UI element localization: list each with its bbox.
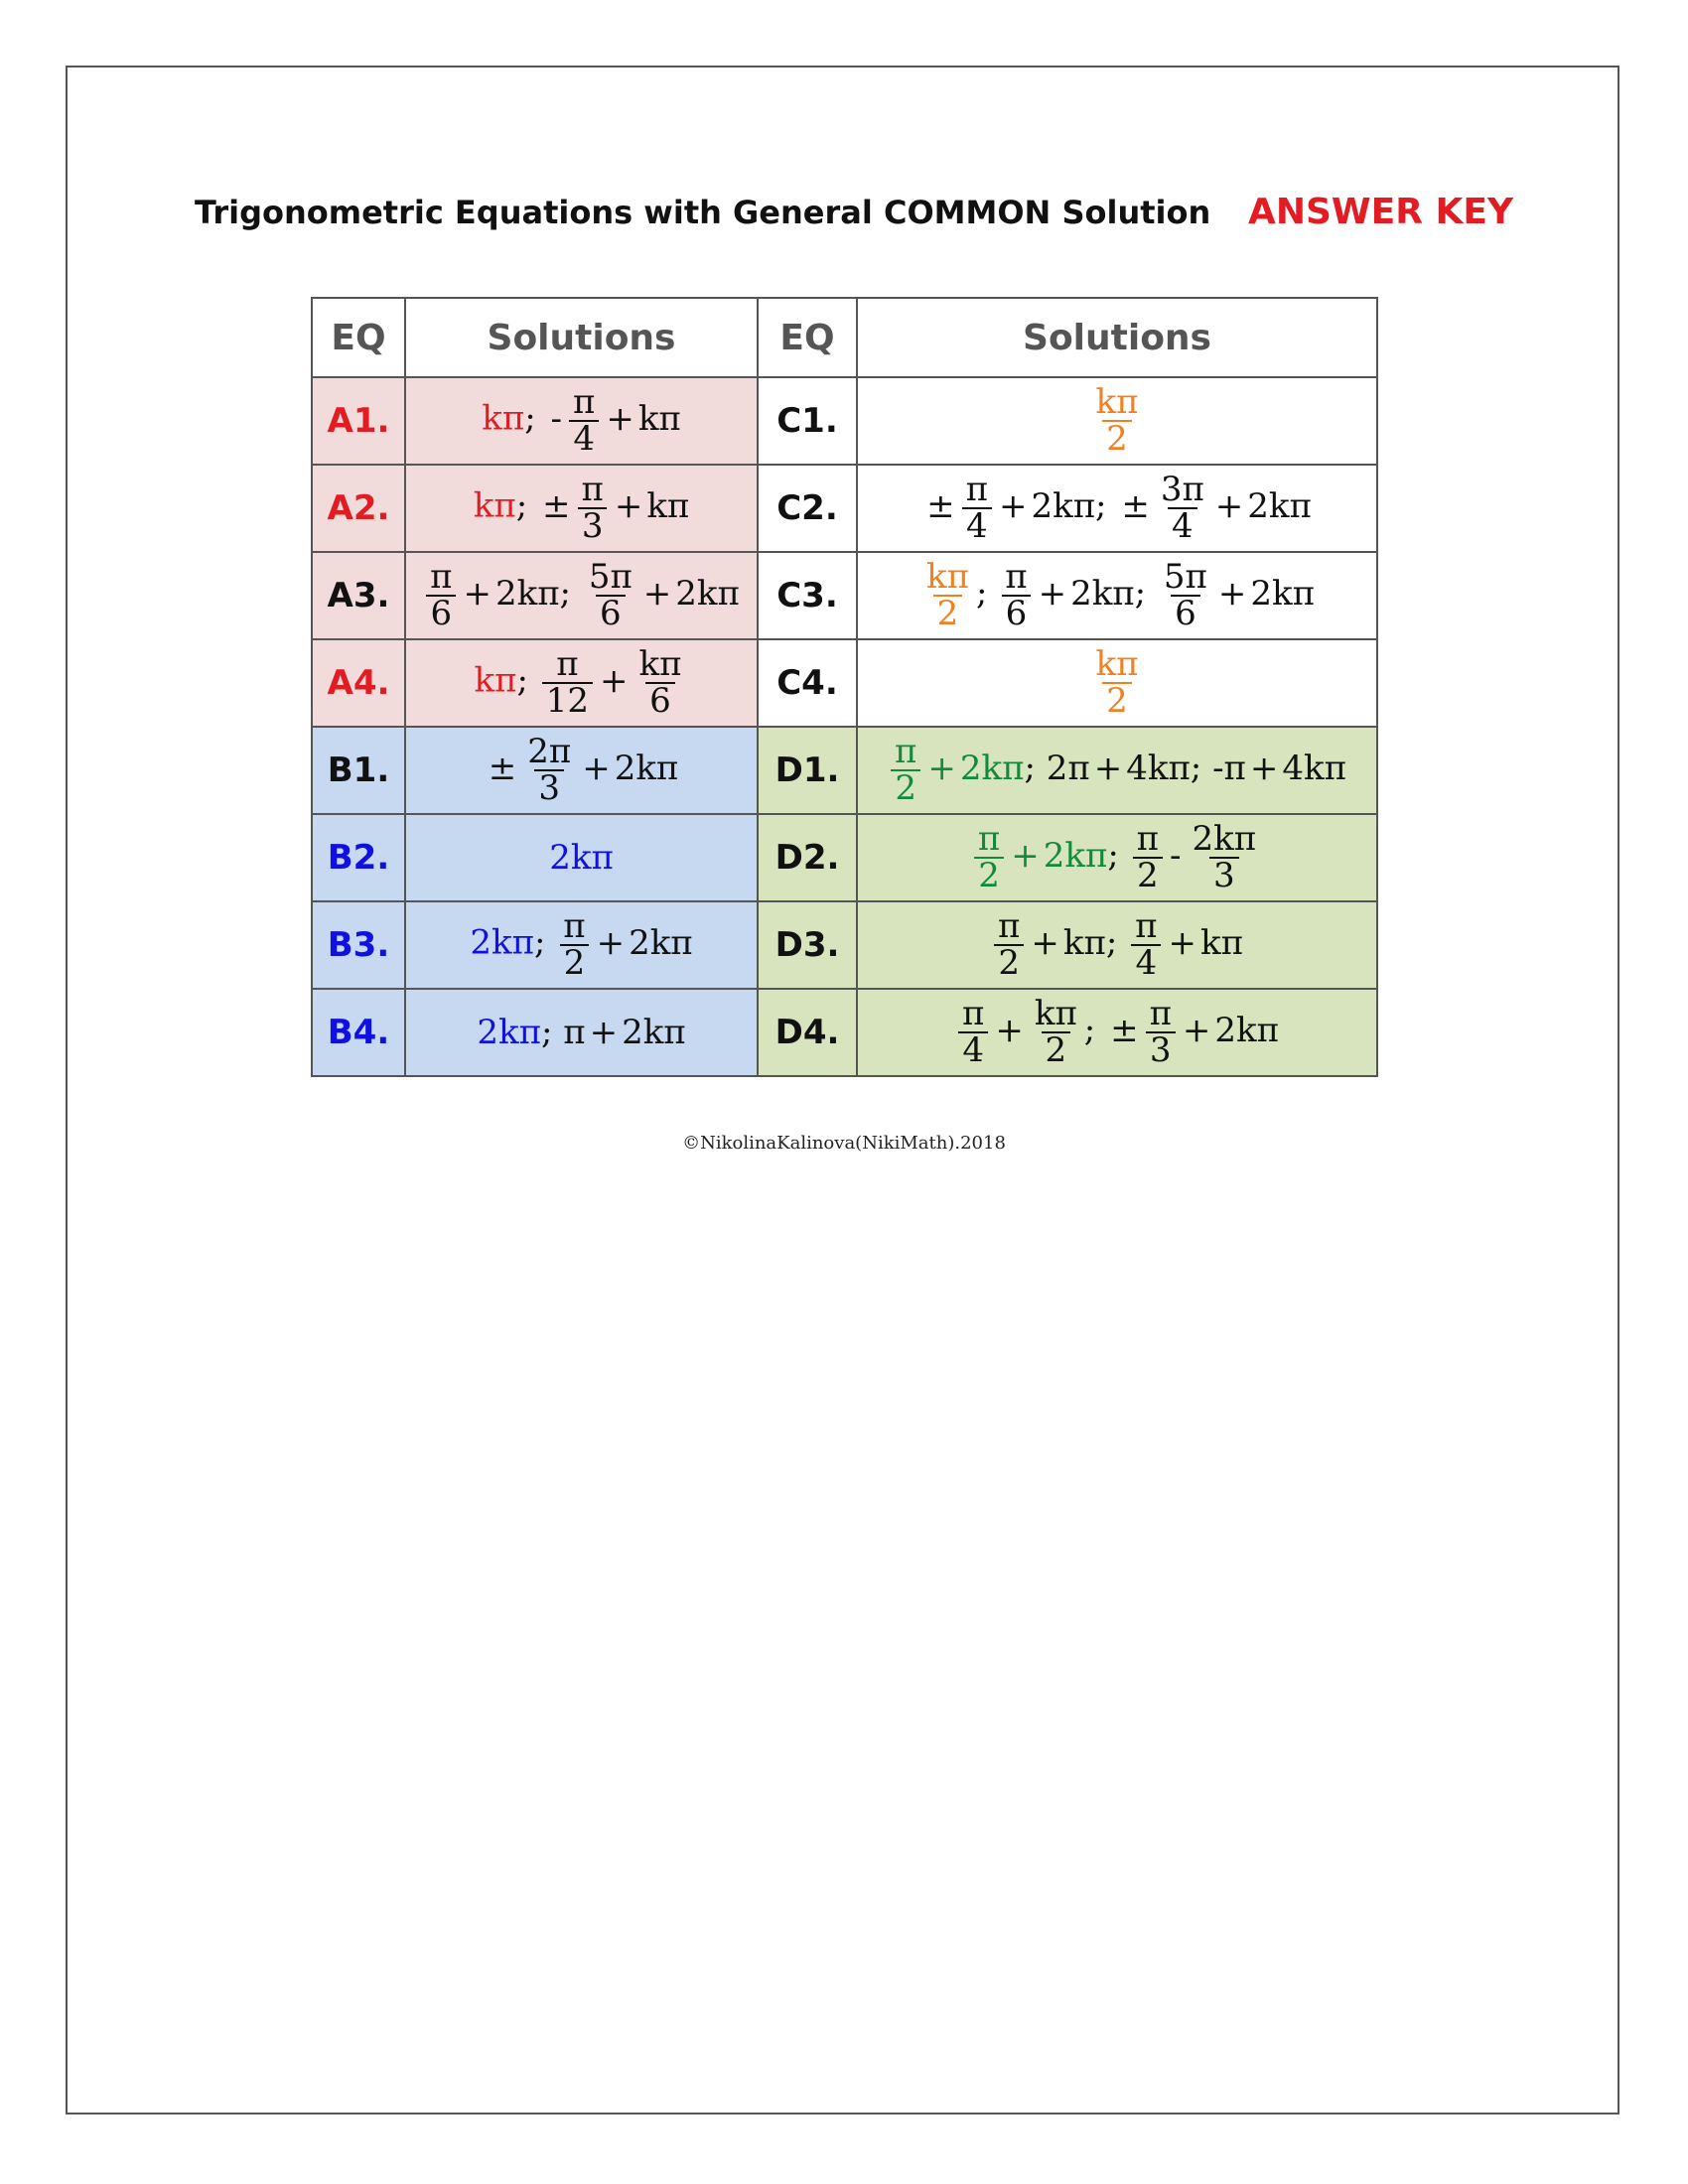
solution-cell xyxy=(405,727,758,814)
table-row xyxy=(312,552,1377,639)
solution-text: $\frac{\pi}{2}$ + 2kπ; 2π + 4kπ; -π + 4kπ xyxy=(888,749,1346,788)
solution-text xyxy=(1089,382,1146,459)
fraction: $\frac{\pi}{2}$ xyxy=(994,909,1024,980)
solution-cell xyxy=(405,639,758,727)
fraction: $\frac{\pi}{4}$ xyxy=(958,997,988,1067)
equation-id: D3. xyxy=(758,901,857,989)
solution-cell xyxy=(857,639,1377,727)
solution-text: ± $\frac{2\pi}{3}$ + 2kπ xyxy=(488,732,679,808)
solution-text: $\frac{\pi}{2}$ + kπ; $\frac{\pi}{4}$ + kπ xyxy=(991,923,1243,963)
table-row xyxy=(312,814,1377,901)
fraction: $\frac{5\pi}{6}$ xyxy=(588,557,633,633)
fraction: $\frac{3\pi}{4}$ xyxy=(1160,470,1204,546)
table-row xyxy=(312,377,1377,465)
solution-text: kπ; - $\frac{\pi}{4}$ + kπ xyxy=(482,382,681,459)
header-solutions-right: Solutions xyxy=(857,298,1377,377)
page-title: Trigonometric Equations with General COMMON Solution xyxy=(195,194,1211,231)
fraction: $\frac{k\pi}{2}$ xyxy=(1034,994,1077,1070)
fraction: $\frac{k\pi}{2}$ xyxy=(925,557,969,633)
solution-text xyxy=(1089,644,1146,721)
fraction: $\frac{\pi}{2}$ xyxy=(1133,822,1163,892)
equation-id: C1. xyxy=(758,377,857,465)
answer-table xyxy=(311,297,1378,1077)
fraction: $\frac{\pi}{3}$ xyxy=(1146,997,1176,1067)
solution-cell xyxy=(857,814,1377,901)
solution-text: $\frac{k\pi}{2}$ ; $\frac{\pi}{6}$ + 2kπ; $\frac{5\pi}{6}$ + 2kπ xyxy=(919,574,1315,614)
solution-cell xyxy=(857,377,1377,465)
equation-id: C3. xyxy=(758,552,857,639)
solution-text: kπ; ± $\frac{\pi}{3}$ + kπ xyxy=(473,470,690,546)
fraction: $\frac{\pi}{12}$ xyxy=(542,647,593,718)
fraction: $\frac{\pi}{2}$ xyxy=(559,909,589,980)
equation-id: D2. xyxy=(758,814,857,901)
equation-id: C2. xyxy=(758,465,857,552)
fraction: $\frac{2k\pi}{3}$ xyxy=(1192,819,1257,895)
solution-cell xyxy=(405,465,758,552)
equation-id: B2. xyxy=(312,814,405,901)
solution-cell xyxy=(857,901,1377,989)
table-row xyxy=(312,989,1377,1076)
copyright: ©NikolinaKalinova(NikiMath).2018 xyxy=(682,1133,1006,1154)
answer-table-body xyxy=(312,377,1377,1076)
solution-cell xyxy=(857,465,1377,552)
solution-cell xyxy=(405,901,758,989)
fraction: $\frac{\pi}{4}$ xyxy=(962,473,992,543)
table-row xyxy=(312,465,1377,552)
fraction: $\frac{\pi}{3}$ xyxy=(577,473,607,543)
solution-text: $\frac{\pi}{6}$ + 2kπ; $\frac{5\pi}{6}$ + 2kπ xyxy=(423,574,740,614)
equation-id: B4. xyxy=(312,989,405,1076)
fraction: $\frac{k\pi}{2}$ xyxy=(1095,644,1139,721)
fraction: $\frac{\pi}{4}$ xyxy=(1131,909,1161,980)
table-row xyxy=(312,901,1377,989)
fraction: $\frac{k\pi}{2}$ xyxy=(1095,382,1139,459)
solution-text: kπ; $\frac{\pi}{12}$ + $\frac{k\pi}{6}$ xyxy=(475,661,689,701)
solution-cell xyxy=(405,814,758,901)
equation-id: C4. xyxy=(758,639,857,727)
fraction: $\frac{\pi}{2}$ xyxy=(974,822,1004,892)
solution-cell xyxy=(857,989,1377,1076)
solution-text: $\frac{\pi}{4}$ + $\frac{k\pi}{2}$ ; ± $\frac{\pi}{3}$ + 2kπ xyxy=(955,1011,1279,1050)
solution-cell xyxy=(857,727,1377,814)
solution-cell xyxy=(405,552,758,639)
solution-text: $\frac{\pi}{2}$ + 2kπ; $\frac{\pi}{2}$ - $\frac{2k\pi}{3}$ xyxy=(971,836,1263,876)
answer-key-label: ANSWER KEY xyxy=(1248,192,1514,232)
fraction: $\frac{2\pi}{3}$ xyxy=(527,732,572,808)
solution-text: 2kπ; $\frac{\pi}{2}$ + 2kπ xyxy=(470,906,693,983)
header-eq-right: EQ xyxy=(758,298,857,377)
fraction: $\frac{\pi}{2}$ xyxy=(891,735,920,805)
solution-text: 2kπ xyxy=(549,838,614,878)
fraction: $\frac{\pi}{4}$ xyxy=(569,385,599,456)
fraction: $\frac{5\pi}{6}$ xyxy=(1163,557,1207,633)
header-row xyxy=(312,298,1377,377)
equation-id: A2. xyxy=(312,465,405,552)
header-eq-left: EQ xyxy=(312,298,405,377)
equation-id: D1. xyxy=(758,727,857,814)
fraction: $\frac{\pi}{6}$ xyxy=(426,560,456,630)
fraction: $\frac{\pi}{6}$ xyxy=(1001,560,1031,630)
equation-id: A1. xyxy=(312,377,405,465)
equation-id: A3. xyxy=(312,552,405,639)
equation-id: B1. xyxy=(312,727,405,814)
solution-text: 2kπ; π + 2kπ xyxy=(477,1013,686,1052)
table-row xyxy=(312,639,1377,727)
solution-cell xyxy=(405,377,758,465)
equation-id: D4. xyxy=(758,989,857,1076)
solution-cell xyxy=(405,989,758,1076)
solution-cell xyxy=(857,552,1377,639)
table-row xyxy=(312,727,1377,814)
equation-id: A4. xyxy=(312,639,405,727)
solution-text: ± $\frac{\pi}{4}$ + 2kπ; ± $\frac{3\pi}{4}$ + 2kπ xyxy=(926,470,1312,546)
header-solutions-left: Solutions xyxy=(405,298,758,377)
equation-id: B3. xyxy=(312,901,405,989)
fraction: $\frac{k\pi}{6}$ xyxy=(638,644,682,721)
